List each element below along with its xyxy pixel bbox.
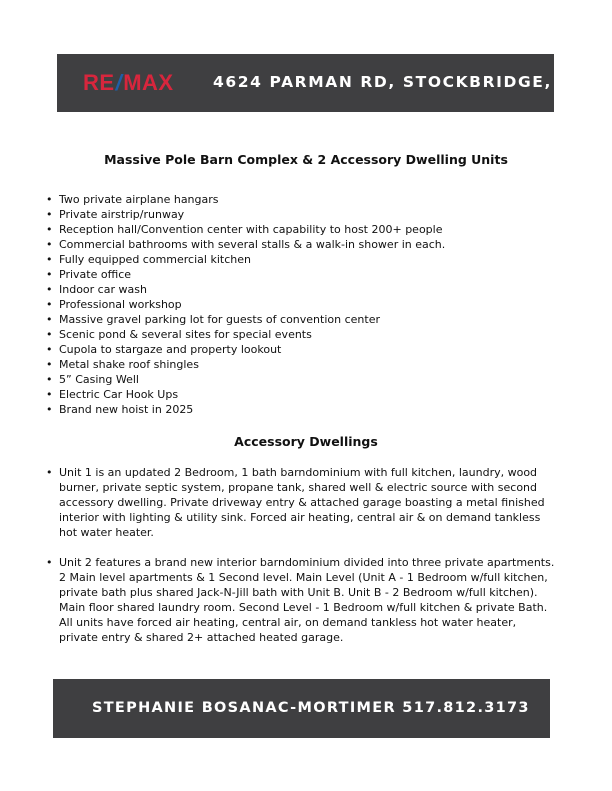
- logo-slash: /: [115, 70, 123, 95]
- property-address: 4624 PARMAN RD, STOCKBRIDGE, MI: [213, 73, 584, 91]
- logo-text-re: RE: [83, 70, 115, 95]
- dwelling-unit-1: • Unit 1 is an updated 2 Bedroom, 1 bath barndominium with full kitchen, laundry, wood burner, private septic system, propane tank, shared well & electric source with second accessory dwelling. Private driveway entry & attached garage boasting a metal finished interior with lighting & utility sink. Forced air heating, central air & on demand tankless hot water heater.: [46, 465, 556, 540]
- list-item: • Private office: [46, 267, 445, 282]
- features-list: [46, 192, 445, 417]
- list-item: • Cupola to stargaze and property lookout: [46, 342, 445, 357]
- footer-bar: [53, 679, 550, 738]
- dwellings-list: [46, 465, 556, 660]
- header-bar: [57, 54, 584, 112]
- list-item: • Electric Car Hook Ups: [46, 387, 445, 402]
- list-item: • Massive gravel parking lot for guests of convention center: [46, 312, 445, 327]
- list-item: • Indoor car wash: [46, 282, 445, 297]
- list-item: • Reception hall/Convention center with capability to host 200+ people: [46, 222, 445, 237]
- list-item: • Fully equipped commercial kitchen: [46, 252, 445, 267]
- list-item: • Brand new hoist in 2025: [46, 402, 445, 417]
- list-item: • Private airstrip/runway: [46, 207, 445, 222]
- list-item: • Metal shake roof shingles: [46, 357, 445, 372]
- dwellings-heading: Accessory Dwellings: [234, 434, 378, 449]
- logo-text-max: MAX: [123, 70, 174, 95]
- remax-logo: [83, 70, 174, 96]
- page-title: Massive Pole Barn Complex & 2 Accessory Dwelling Units: [104, 152, 508, 167]
- list-item: • Professional workshop: [46, 297, 445, 312]
- list-item: • Scenic pond & several sites for special events: [46, 327, 445, 342]
- list-item: • Commercial bathrooms with several stalls & a walk-in shower in each.: [46, 237, 445, 252]
- list-item: • 5” Casing Well: [46, 372, 445, 387]
- list-item: • Two private airplane hangars: [46, 192, 445, 207]
- agent-contact: STEPHANIE BOSANAC-MORTIMER 517.812.3173: [92, 700, 530, 716]
- dwelling-unit-2: • Unit 2 features a brand new interior barndominium divided into three private apartments. 2 Main level apartments & 1 Second level. Main Level (Unit A - 1 Bedroom w/full kitchen, private bath plus shared Jack-N-Jill bath with Unit B. Unit B - 2 Bedroom w/full kitchen). Main floor shared laundry room. Second Level - 1 Bedroom w/full kitchen & private Bath. All units have forced air heating, central air, on demand tankless hot water heater, private entry & shared 2+ attached heated garage.: [46, 555, 556, 645]
